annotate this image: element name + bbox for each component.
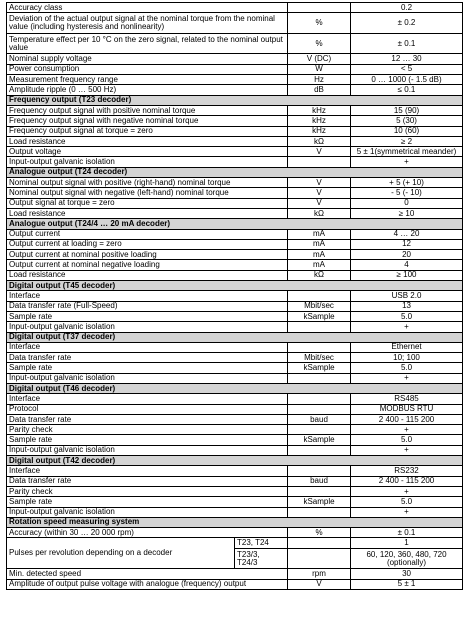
specifications-body [7,3,463,590]
table-row [7,528,463,538]
value-cell: 10; 100 [351,353,463,363]
table-row [7,579,463,589]
parameter-label: Frequency output signal at torque = zero [7,126,288,136]
section-title: Digital output (T46 decoder) [7,383,463,393]
unit-cell: V [288,147,351,157]
value-cell: 0 [351,198,463,208]
parameter-label: Frequency output signal with positive nominal torque [7,105,288,115]
unit-cell: mA [288,229,351,239]
value-cell: 12 [351,239,463,249]
decoder-type: T23/3, T24/3 [235,548,288,569]
section-title: Analogue output (T24 decoder) [7,167,463,177]
unit-cell: kHz [288,105,351,115]
table-row [7,147,463,157]
table-row [7,239,463,249]
value-cell: 2 400 - 115 200 [351,476,463,486]
parameter-label: Data transfer rate [7,353,288,363]
table-row [7,3,463,13]
table-row [7,157,463,167]
parameter-label: Amplitude of output pulse voltage with analogue (frequency) output [7,579,288,589]
value-cell: ± 0.2 [351,13,463,34]
table-row [7,353,463,363]
value-cell: ± 0.1 [351,528,463,538]
parameter-label: Output voltage [7,147,288,157]
unit-cell: dB [288,85,351,95]
parameter-label: Interface [7,342,288,352]
parameter-label: Sample rate [7,497,288,507]
table-row [7,105,463,115]
value-cell: 12 … 30 [351,54,463,64]
unit-cell: mA [288,250,351,260]
unit-cell: V [288,178,351,188]
unit-cell: Mbit/sec [288,353,351,363]
section-title: Digital output (T37 decoder) [7,332,463,342]
parameter-label: Amplitude ripple (0 … 500 Hz) [7,85,288,95]
parameter-label: Accuracy class [7,3,288,13]
value-cell: ≥ 2 [351,136,463,146]
table-row [7,414,463,424]
section-header-row [7,517,463,527]
parameter-label: Load resistance [7,136,288,146]
parameter-label: Input-output galvanic isolation [7,322,288,332]
value-cell: 5 (30) [351,116,463,126]
unit-cell: % [288,528,351,538]
section-header-row [7,383,463,393]
parameter-label: Parity check [7,425,288,435]
unit-cell [288,373,351,383]
parameter-label: Interface [7,466,288,476]
unit-cell: % [288,13,351,34]
value-cell: 5.0 [351,311,463,321]
table-row [7,75,463,85]
parameter-label: Input-output galvanic isolation [7,373,288,383]
value-cell: + [351,507,463,517]
unit-cell: kSample [288,435,351,445]
unit-cell [288,157,351,167]
value-cell: 13 [351,301,463,311]
parameter-label: Output current at loading = zero [7,239,288,249]
unit-cell [288,3,351,13]
value-cell: + [351,157,463,167]
table-row [7,373,463,383]
section-header-row [7,281,463,291]
unit-cell [288,425,351,435]
parameter-label: Measurement frequency range [7,75,288,85]
unit-cell: mA [288,260,351,270]
unit-cell: kHz [288,126,351,136]
parameter-label: Data transfer rate [7,476,288,486]
parameter-label: Nominal output signal with positive (right-hand) nominal torque [7,178,288,188]
unit-cell: baud [288,414,351,424]
parameter-label: Input-output galvanic isolation [7,445,288,455]
parameter-label: Sample rate [7,311,288,321]
unit-cell: kSample [288,497,351,507]
parameter-label: Min. detected speed [7,569,288,579]
section-header-row [7,95,463,105]
unit-cell: kΩ [288,270,351,280]
parameter-label: Output current [7,229,288,239]
parameter-label: Interface [7,291,288,301]
unit-cell [288,548,351,569]
table-row [7,33,463,54]
table-row [7,291,463,301]
parameter-label: Nominal output signal with negative (left-hand) nominal torque [7,188,288,198]
parameter-label: Nominal supply voltage [7,54,288,64]
table-row [7,54,463,64]
value-cell: 0.2 [351,3,463,13]
unit-cell: Mbit/sec [288,301,351,311]
value-cell: + 5 (+ 10) [351,178,463,188]
table-row [7,260,463,270]
section-header-row [7,219,463,229]
unit-cell: kSample [288,363,351,373]
unit-cell: kΩ [288,136,351,146]
parameter-label: Sample rate [7,363,288,373]
parameter-label: Sample rate [7,435,288,445]
parameter-label: Input-output galvanic isolation [7,157,288,167]
parameter-label: Accuracy (within 30 … 20 000 rpm) [7,528,288,538]
unit-cell: kΩ [288,208,351,218]
parameter-label: Pulses per revolution depending on a decoder [7,538,235,569]
table-row [7,85,463,95]
table-row [7,466,463,476]
value-cell: 4 [351,260,463,270]
table-row [7,178,463,188]
specifications-table [6,2,463,590]
table-row [7,363,463,373]
table-row [7,126,463,136]
value-cell: MODBUS RTU [351,404,463,414]
value-cell: Ethernet [351,342,463,352]
unit-cell [288,466,351,476]
value-cell: 30 [351,569,463,579]
unit-cell [288,538,351,548]
section-title: Rotation speed measuring system [7,517,463,527]
unit-cell: rpm [288,569,351,579]
unit-cell: V [288,198,351,208]
parameter-label: Output signal at torque = zero [7,198,288,208]
section-header-row [7,167,463,177]
table-row [7,394,463,404]
unit-cell: kHz [288,116,351,126]
value-cell: 5 ± 1 [351,579,463,589]
table-row [7,64,463,74]
table-row [7,270,463,280]
parameter-label: Temperature effect per 10 °C on the zero signal, related to the nominal output value [7,33,288,54]
value-cell: 60, 120, 360, 480, 720 (optionally) [351,548,463,569]
value-cell: ≥ 100 [351,270,463,280]
parameter-label: Interface [7,394,288,404]
value-cell: + [351,425,463,435]
value-cell: + [351,486,463,496]
value-cell: 4 … 20 [351,229,463,239]
value-cell: ± 0.1 [351,33,463,54]
value-cell: + [351,445,463,455]
table-row [7,445,463,455]
value-cell: 5.0 [351,363,463,373]
table-row [7,425,463,435]
table-row [7,301,463,311]
table-row [7,569,463,579]
parameter-label: Data transfer rate (Full-Speed) [7,301,288,311]
value-cell: 15 (90) [351,105,463,115]
table-row [7,311,463,321]
table-row [7,322,463,332]
table-row [7,538,463,548]
table-row [7,229,463,239]
value-cell: 10 (60) [351,126,463,136]
unit-cell [288,322,351,332]
section-title: Digital output (T42 decoder) [7,456,463,466]
parameter-label: Load resistance [7,208,288,218]
table-row [7,208,463,218]
decoder-type: T23, T24 [235,538,288,548]
parameter-label: Output current at nominal negative loading [7,260,288,270]
table-row [7,497,463,507]
table-row [7,13,463,34]
value-cell: + [351,322,463,332]
table-row [7,116,463,126]
unit-cell: mA [288,239,351,249]
unit-cell: baud [288,476,351,486]
value-cell: < 5 [351,64,463,74]
section-title: Frequency output (T23 decoder) [7,95,463,105]
parameter-label: Parity check [7,486,288,496]
table-row [7,476,463,486]
unit-cell: V [288,579,351,589]
section-title: Analogue output (T24/4 … 20 mA decoder) [7,219,463,229]
unit-cell: % [288,33,351,54]
value-cell: ≥ 10 [351,208,463,218]
value-cell: 0 … 1000 (- 1.5 dB) [351,75,463,85]
unit-cell: W [288,64,351,74]
unit-cell: V (DC) [288,54,351,64]
parameter-label: Output current at nominal positive loading [7,250,288,260]
section-header-row [7,332,463,342]
table-row [7,507,463,517]
value-cell: RS232 [351,466,463,476]
unit-cell [288,507,351,517]
table-row [7,250,463,260]
value-cell: - 5 (- 10) [351,188,463,198]
unit-cell: V [288,188,351,198]
value-cell: USB 2.0 [351,291,463,301]
unit-cell: kSample [288,311,351,321]
value-cell: 1 [351,538,463,548]
section-title: Digital output (T45 decoder) [7,281,463,291]
parameter-label: Frequency output signal with negative nominal torque [7,116,288,126]
parameter-label: Deviation of the actual output signal at the nominal torque from the nominal value (including hysteresis and nonlinearity) [7,13,288,34]
value-cell: 5.0 [351,435,463,445]
unit-cell [288,404,351,414]
value-cell: 5.0 [351,497,463,507]
unit-cell [288,291,351,301]
parameter-label: Load resistance [7,270,288,280]
table-row [7,486,463,496]
value-cell: 20 [351,250,463,260]
unit-cell [288,342,351,352]
value-cell: RS485 [351,394,463,404]
value-cell: + [351,373,463,383]
table-row [7,404,463,414]
section-header-row [7,456,463,466]
parameter-label: Power consumption [7,64,288,74]
unit-cell [288,394,351,404]
parameter-label: Data transfer rate [7,414,288,424]
parameter-label: Input-output galvanic isolation [7,507,288,517]
value-cell: 2 400 - 115 200 [351,414,463,424]
table-row [7,198,463,208]
table-row [7,188,463,198]
unit-cell [288,445,351,455]
value-cell: 5 ± 1(symmetrical meander) [351,147,463,157]
unit-cell: Hz [288,75,351,85]
table-row [7,435,463,445]
unit-cell [288,486,351,496]
table-row [7,342,463,352]
table-row [7,136,463,146]
value-cell: ≤ 0.1 [351,85,463,95]
parameter-label: Protocol [7,404,288,414]
